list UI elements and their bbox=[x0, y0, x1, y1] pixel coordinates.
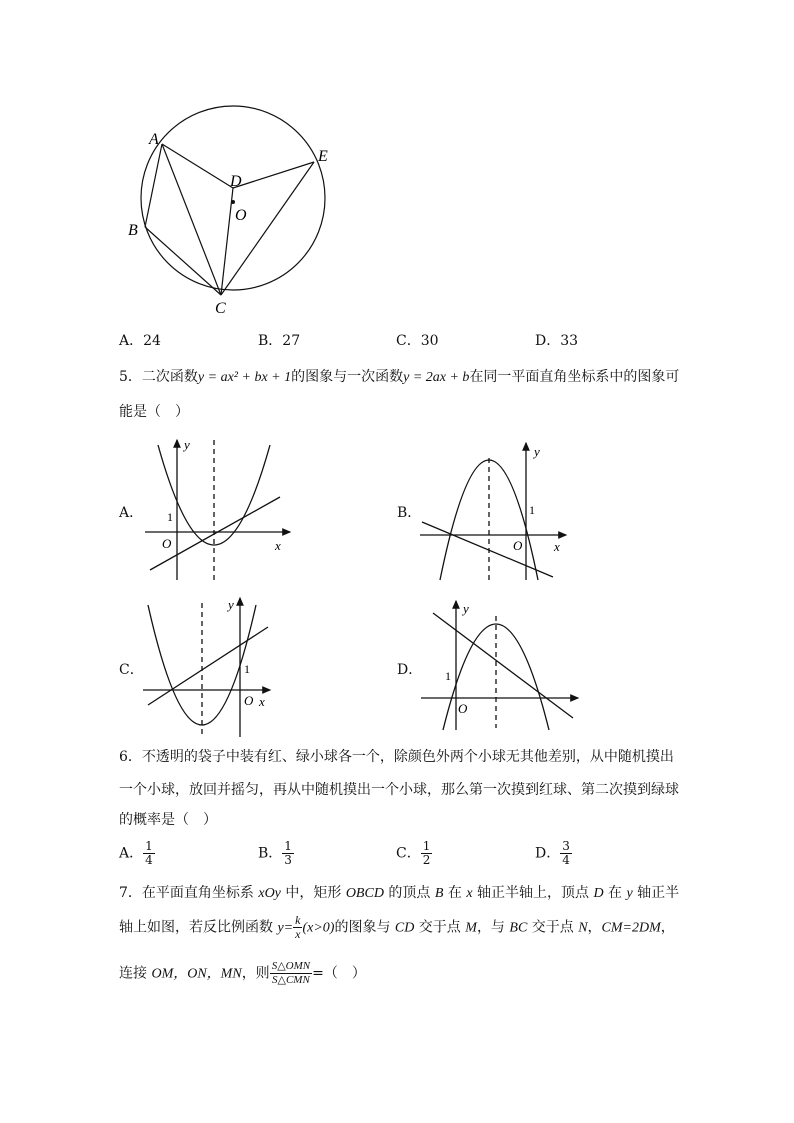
circle-o bbox=[141, 106, 325, 290]
svg-text:1: 1 bbox=[167, 510, 173, 524]
point-e-label: E bbox=[318, 148, 328, 165]
q6-option-c[interactable]: C． $\frac{1}{2}$ bbox=[396, 839, 431, 867]
q5-graph-d[interactable] bbox=[418, 598, 583, 733]
q6-stem-line3: 的概率是（ ） bbox=[119, 812, 217, 828]
point-a-label: A bbox=[149, 131, 159, 148]
q5-stem-line2: 能是（ ） bbox=[119, 404, 189, 420]
q7-stem-line3: 连接 OM，ON，MN，则 $\frac{\text{S△OMN}}{\text{S△CMN}}$ =（ ） bbox=[119, 960, 366, 986]
q6-stem-line1: 6．不透明的袋子中装有红、绿小球各一个，除颜色外两个小球无其他差别，从中随机摸出 bbox=[119, 749, 674, 765]
q5-quad-func: y = ax² + bx + 1 bbox=[197, 370, 292, 385]
q5-option-c-label[interactable]: C． bbox=[119, 662, 144, 678]
q4-circle-figure bbox=[120, 100, 360, 325]
point-c-label: C bbox=[215, 300, 226, 317]
q5-graph-b[interactable] bbox=[418, 440, 578, 585]
svg-text:x: x bbox=[554, 539, 560, 554]
q6-option-b[interactable]: B． $\frac{1}{3}$ bbox=[258, 839, 292, 867]
svg-text:y: y bbox=[463, 601, 469, 616]
q7-stem-line2: 轴上如图，若反比例函数 y= $\frac{k}{x}$ (x>0)的图象与 CD 交于点 M，与 BC 交于点 N，CM=2DM， bbox=[119, 913, 675, 941]
svg-text:1: 1 bbox=[529, 503, 535, 517]
point-b-label: B bbox=[128, 222, 138, 239]
q5-stem-line1: 5．二次函数y = ax² + bx + 1的图象与一次函数y = 2ax + b在同一平面直角坐标系中的图象可 bbox=[119, 369, 680, 385]
q4-option-b[interactable]: B．27 bbox=[258, 333, 301, 349]
q6-stem-line2: 一个小球，放回并摇匀，再从中随机摸出一个小球，那么第一次摸到红球、第二次摸到绿球 bbox=[119, 782, 679, 798]
svg-text:y: y bbox=[184, 437, 190, 452]
point-d-label: D bbox=[230, 173, 242, 190]
q5-graph-a[interactable] bbox=[140, 435, 300, 585]
q6-option-a[interactable]: A． $\frac{1}{4}$ bbox=[119, 839, 153, 867]
svg-text:x: x bbox=[259, 694, 265, 709]
q5-lin-func: y = 2ax + b bbox=[403, 370, 470, 385]
q4-option-a[interactable]: A．24 bbox=[119, 333, 161, 349]
svg-text:y: y bbox=[228, 597, 234, 612]
svg-text:1: 1 bbox=[244, 662, 250, 676]
point-o-label: O bbox=[235, 207, 247, 224]
svg-text:O: O bbox=[162, 536, 172, 551]
q7-stem-line1: 7．在平面直角坐标系 xOy 中，矩形 OBCD 的顶点 B 在 x 轴正半轴上，顶点 D 在 y 轴正半 bbox=[119, 885, 680, 901]
svg-text:1: 1 bbox=[445, 669, 451, 683]
q4-option-d[interactable]: D．33 bbox=[535, 333, 579, 349]
q5-option-b-label[interactable]: B． bbox=[397, 505, 422, 521]
q5-option-d-label[interactable]: D． bbox=[397, 662, 423, 678]
q4-option-c[interactable]: C．30 bbox=[396, 333, 439, 349]
svg-text:x: x bbox=[275, 538, 281, 553]
svg-text:y: y bbox=[534, 444, 540, 459]
svg-text:O: O bbox=[244, 693, 254, 708]
q6-option-d[interactable]: D． $\frac{3}{4}$ bbox=[535, 839, 570, 867]
q5-graph-c[interactable] bbox=[140, 595, 290, 740]
q5-option-a-label[interactable]: A． bbox=[119, 505, 144, 521]
svg-text:O: O bbox=[458, 701, 468, 716]
svg-text:O: O bbox=[513, 538, 523, 553]
